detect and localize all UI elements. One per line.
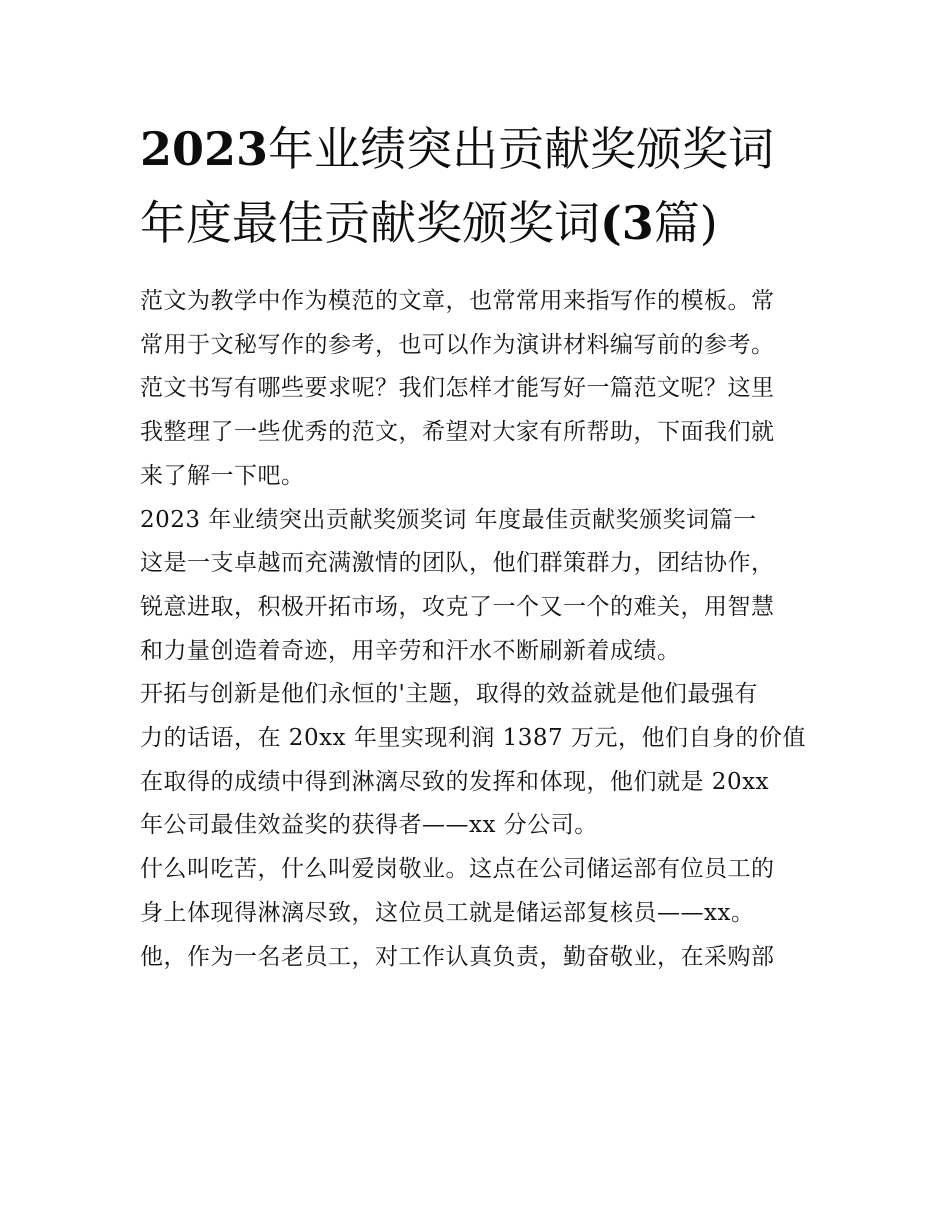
text-line: 来了解一下吧。 [140,462,305,489]
document-title [140,112,820,260]
title-line-1 [140,112,820,186]
text-line: 年公司最佳效益奖的获得者——xx 分公司。 [140,812,598,839]
text-line: 2023 年业绩突出贡献奖颁奖词 年度最佳贡献奖颁奖词篇一 [140,506,757,533]
paragraph-intro [140,280,830,499]
text-line: 常用于文秘写作的参考，也可以作为演讲材料编写前的参考。 [140,331,775,358]
title-line-2-pre: 年度最佳贡献奖颁奖词 [140,196,600,250]
text-line: 身上体现得淋漓尽致，这位员工就是储运部复核员——xx。 [140,899,755,926]
text-line: 我整理了一些优秀的范文，希望对大家有所帮助，下面我们就 [140,419,775,446]
text-line: 和力量创造着奇迹，用辛劳和汗水不断刷新着成绩。 [140,637,681,664]
text-line: 范文书写有哪些要求呢？我们怎样才能写好一篇范文呢？这里 [140,375,775,402]
text-line: 什么叫吃苦，什么叫爱岗敬业。这点在公司储运部有位员工的 [140,856,775,883]
title-count: (3 [600,196,654,250]
title-line-1-text: 年业绩突出贡献奖颁奖词 [268,122,775,176]
document-body [140,280,830,979]
title-year: 2023 [140,122,269,176]
text-line: 范文为教学中作为模范的文章，也常常用来指写作的模板。常 [140,288,775,314]
text-line: 在取得的成绩中得到淋漓尽致的发挥和体现，他们就是 20xx [140,768,770,795]
text-line: 这是一支卓越而充满激情的团队，他们群策群力，团结协作， [140,550,775,577]
title-line-2 [140,186,820,260]
text-line: 锐意进取，积极开拓市场，攻克了一个又一个的难关，用智慧 [140,593,775,620]
text-line: 力的话语，在 20xx 年里实现利润 1387 万元，他们自身的价值 [140,725,806,752]
title-line-2-text: 篇) [653,196,718,250]
text-line: 开拓与创新是他们永恒的'主题，取得的效益就是他们最强有 [140,681,758,708]
section-heading [140,499,830,543]
paragraph-employee [140,848,830,979]
paragraph-innovation [140,673,830,848]
paragraph-team [140,542,830,673]
text-line: 他，作为一名老员工，对工作认真负责，勤奋敬业，在采购部 [140,943,775,970]
